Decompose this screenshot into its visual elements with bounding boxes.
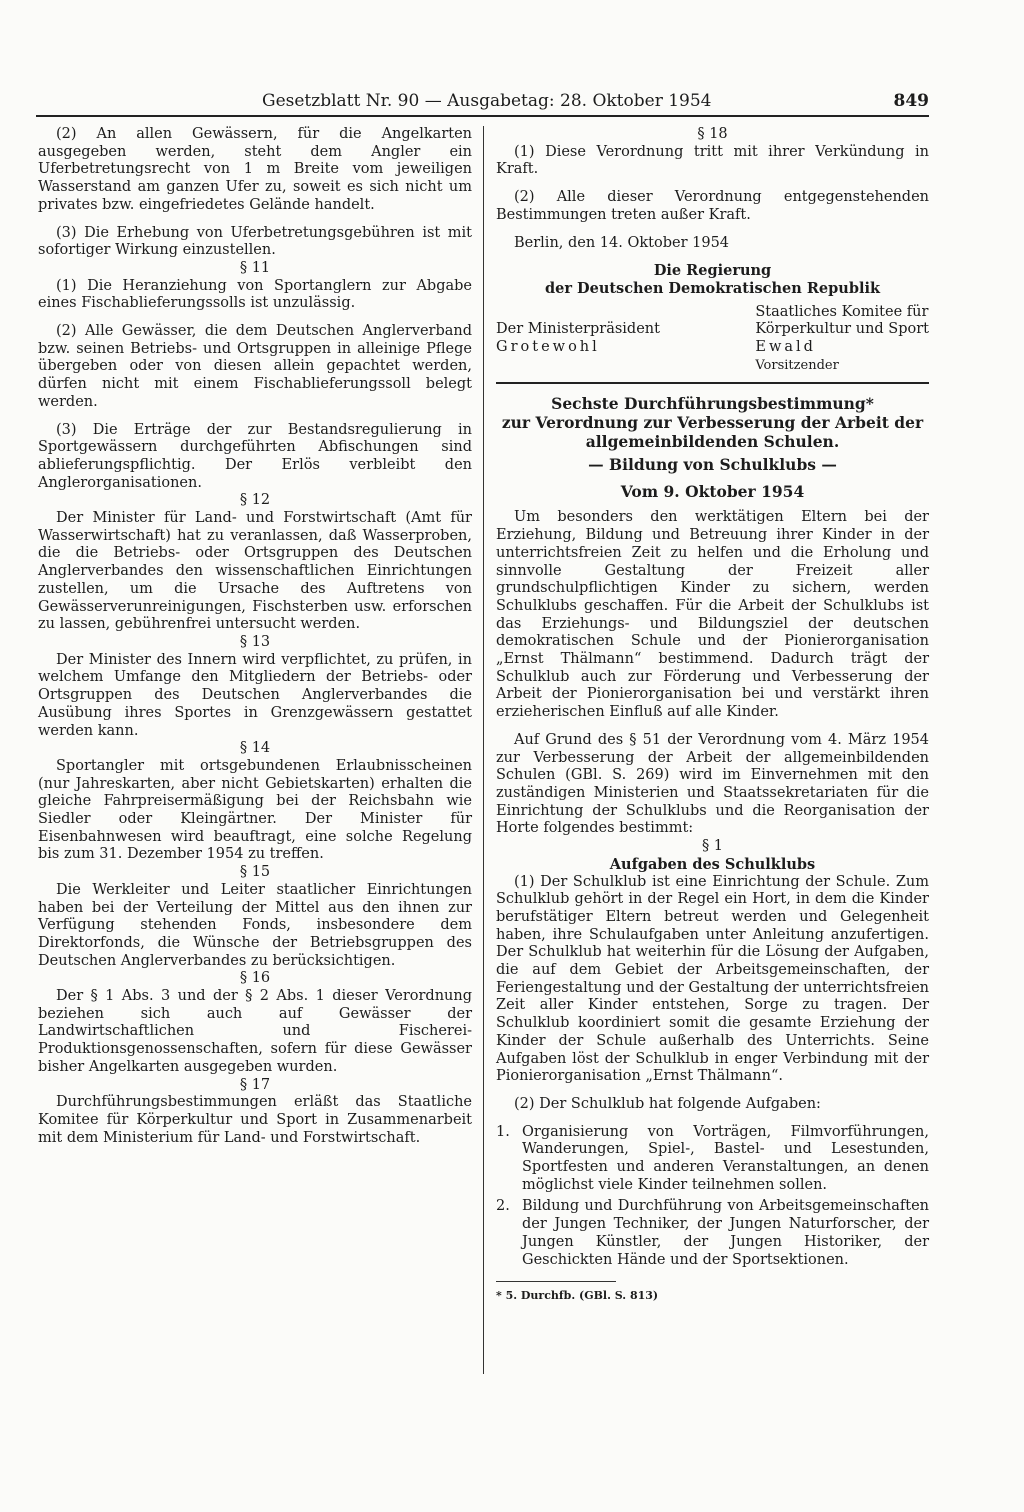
paragraph-18-1: (1) Diese Verordnung tritt mit ihrer Verkündung in Kraft. (496, 143, 929, 178)
signature-right-name: Ewald (755, 339, 816, 356)
footnote: * 5. Durchfb. (GBl. S. 813) (496, 1289, 659, 1303)
list-item-text: Organisierung von Vorträgen, Filmvorführungen, Wanderungen, Spiel-, Bastel- und Lesestunden, Sportfesten und anderen Veranstaltungen, an denen möglichst viele Kinder teilnehmen sollen. (522, 1123, 929, 1193)
page-number: 849 (893, 91, 929, 111)
list-item-text: Bildung und Durchführung von Arbeitsgemeinschaften der Jungen Techniker, der Jungen Naturforscher, der Jungen Künstler, der Jungen Historiker, der Geschickten Hände und der Sportsektionen. (522, 1198, 929, 1268)
signature-right-line-1: Staatliches Komitee für (755, 303, 929, 320)
paragraph-12: Der Minister für Land- und Forstwirtschaft (Amt für Wasserwirtschaft) hat zu veranlassen, daß Wasserproben, die die Betriebs- oder Ortsgruppen des Deutschen Anglerverbandes den wissenschaftlichen Einrichtungen zustellen, um die Ursache des Auftretens von Gewässerverunreinigungen, Fischsterben usw. erforschen zu lassen, gebührenfrei untersucht werden. (38, 510, 472, 633)
decree-title-line-2: zur Verordnung zur Verbesserung der Arbeit der allgemeinbildenden Schulen. (501, 413, 924, 452)
intro-paragraph-2: Auf Grund des § 51 der Verordnung vom 4. März 1954 zur Verbesserung der Arbeit der allgemeinbildenden Schulen (GBl. S. 269) wird im Einvernehmen mit den zuständigen Ministerien und Staatssekretariaten für die Einrichtung der Schulklubs und die Reorganisation der Horte folgendes bestimmt: (496, 731, 929, 837)
paragraph-18-2: (2) Alle dieser Verordnung entgegenstehenden Bestimmungen treten außer Kraft. (496, 189, 929, 223)
paragraph-13: Der Minister des Innern wird verpflichtet, zu prüfen, in welchem Umfange den Mitgliedern der Betriebs- oder Ortsgruppen des Deutschen Anglerverbandes die Ausübung ihres Sportes in Grenzgewässern gestattet werden kann. (38, 651, 472, 739)
paragraph-17: Durchführungsbestimmungen erläßt das Staatliche Komitee für Körperkultur und Sport in Zusammenarbeit mit dem Ministerium für Land- und Forstwirtschaft. (38, 1094, 472, 1146)
paragraph-1-1: (1) Der Schulklub ist eine Einrichtung der Schule. Zum Schulklub gehört in der Regel ein Hort, in dem die Kinder berufstätiger Eltern betreut werden und Gelegenheit haben, ihre Schulaufgaben unter Anleitung anzufertigen. Der Schulklub hat weiterhin für die Lösung der Aufgaben, die auf dem Gebiet der Arbeitsgemeinschaften, der Feriengestaltung und der Gestaltung der unterrichtsfreien Zeit aller Kinder entstehen, Sorge zu tragen. Der Schulklub koordiniert somit die gesamte Erziehung der Kinder der Schule außerhalb des Unterrichts. Seine Aufgaben löst der Schulklub in enger Verbindung mit der Pionierorganisation „Ernst Thälmann“. (496, 873, 929, 1085)
section-17-heading: § 17 (239, 1076, 271, 1093)
signature-right-role: Vorsitzender (755, 357, 839, 373)
section-1-title: Aufgaben des Schulklubs (609, 855, 816, 873)
section-13-heading: § 13 (239, 633, 271, 650)
page-header (262, 88, 929, 114)
paragraph-14: Sportangler mit ortsgebundenen Erlaubnisscheinen (nur Jahreskarten, aber nicht Gebietskarten) erhalten die gleiche Fahrpreisermäßigung bei der Reichsbahn wie Siedler oder Kleingärtner. Der Minister für Eisenbahnwesen wird beauftragt, eine solche Regelung bis zum 31. Dezember 1954 zu treffen. (38, 757, 472, 863)
paragraph-11-3: (3) Die Erträge der zur Bestandsregulierung in Sportgewässern durchgeführten Abfischungen sind ablieferungspflichtig. Der Erlös verbleibt den Anglerorganisationen. (38, 421, 472, 491)
section-14-heading: § 14 (239, 740, 271, 757)
section-18-heading: § 18 (697, 126, 728, 142)
signature-left-name: Grotewohl (496, 339, 600, 356)
signature-right (755, 304, 929, 375)
list-item (496, 1198, 929, 1269)
government-line-1: Die Regierung (653, 262, 772, 280)
section-divider-rule (496, 382, 929, 384)
paragraph-15: Die Werkleiter und Leiter staatlicher Einrichtungen haben bei der Verteilung der Mittel aus den ihnen zur Verfügung stehenden Fonds, insbesondere dem Direktorfonds, die Wünsche der Betriebsgruppen des Deutschen Anglerverbandes zu berücksichtigen. (38, 881, 472, 969)
right-column (496, 126, 929, 1305)
section-16-heading: § 16 (239, 970, 271, 987)
paragraph-10-2: (2) An allen Gewässern, für die Angelkarten ausgegeben werden, steht dem Angler ein Uferbetretungsrecht von 1 m Breite vom jeweiligen Wasserstand am ganzen Ufer zu, soweit es sich nicht um privates bzw. eingefriedetes Gelände handelt. (38, 126, 472, 213)
section-11-heading: § 11 (239, 259, 271, 276)
left-column (38, 126, 472, 1147)
paragraph-1-2: (2) Der Schulklub hat folgende Aufgaben: (514, 1095, 821, 1112)
signature-left-role: Der Ministerpräsident (496, 321, 660, 338)
intro-paragraph-1: Um besonders den werktätigen Eltern bei der Erziehung, Bildung und Betreuung ihrer Kinder in der unterrichtsfreien Zeit zu helfen und die Erholung und sinnvolle Gestaltung der Freizeit aller grundschulpflichtigen Kinder zu sichern, werden Schulklubs geschaffen. Für die Arbeit der Schulklubs ist das Erziehungs- und Bildungsziel der deutschen demokratischen Schule und der Pionierorganisation „Ernst Thälmann“ bestimmend. Dadurch trägt der Schulklub auch zur Förderung und Verbesserung der Arbeit der Pionierorganisation bei und verstärkt ihren erzieherischen Einfluß auf alle Kinder. (496, 509, 929, 721)
section-12-heading: § 12 (239, 492, 271, 509)
column-divider (483, 126, 484, 1374)
paragraph-11-1: (1) Die Heranziehung von Sportanglern zur Abgabe eines Fischablieferungssolls ist unzulässig. (38, 277, 472, 312)
list-item (496, 1124, 929, 1195)
decree-date: Vom 9. Oktober 1954 (620, 482, 805, 502)
header-rule (36, 115, 929, 117)
signature-right-line-2: Körperkultur und Sport (755, 321, 929, 338)
signature-left (496, 304, 660, 375)
footnote-rule (496, 1281, 616, 1282)
list-item-number: 2. (496, 1198, 510, 1215)
signature-block (496, 304, 929, 375)
section-1-heading: § 1 (701, 838, 724, 855)
list-item-number: 1. (496, 1123, 510, 1140)
paragraph-11-2: (2) Alle Gewässer, die dem Deutschen Anglerverband bzw. seinen Betriebs- und Ortsgruppen in alleinige Pflege übergeben oder von diesen allein gepachtet werden, dürfen nicht mit einem Fischablieferungssoll belegt werden. (38, 323, 472, 410)
decree-title-line-1: Sechste Durchführungsbestimmung* (551, 394, 874, 414)
decree-subtitle: — Bildung von Schulklubs — (588, 455, 837, 475)
paragraph-16: Der § 1 Abs. 3 und der § 2 Abs. 1 dieser Verordnung beziehen sich auch auf Gewässer der Landwirtschaftlichen und Fischerei-Produktionsgenossenschaften, sofern für diese Gewässer bisher Angelkarten ausgegeben wurden. (38, 988, 472, 1075)
gazette-header-title: Gesetzblatt Nr. 90 — Ausgabetag: 28. Oktober 1954 (262, 91, 712, 111)
section-15-heading: § 15 (239, 864, 271, 881)
government-line-2: der Deutschen Demokratischen Republik (544, 279, 881, 297)
place-date: Berlin, den 14. Oktober 1954 (514, 234, 730, 251)
paragraph-10-3: (3) Die Erhebung von Uferbetretungsgebühren ist mit sofortiger Wirkung einzustellen. (38, 224, 472, 259)
